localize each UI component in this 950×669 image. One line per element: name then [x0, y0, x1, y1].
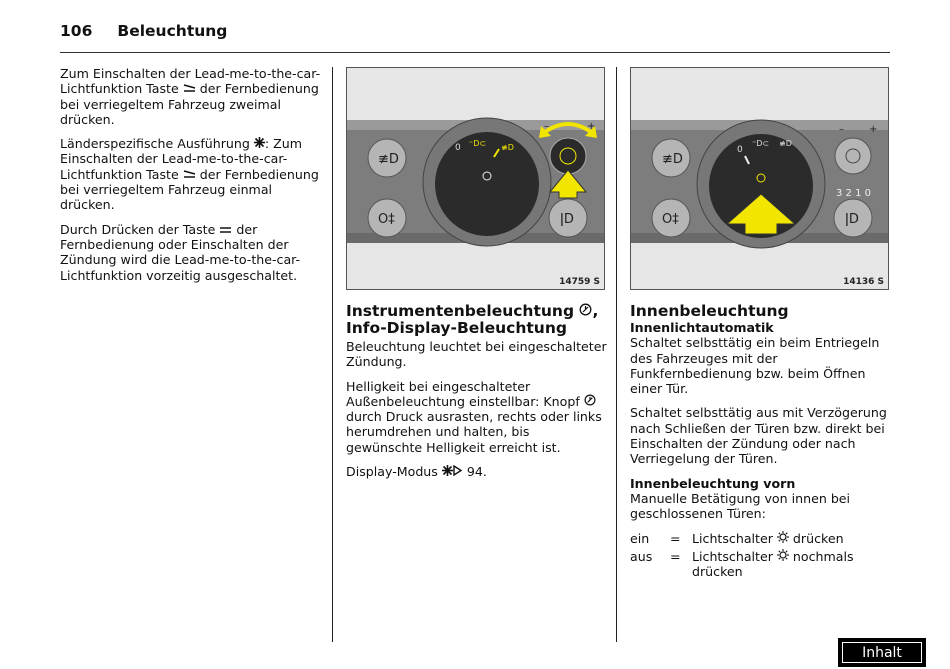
svg-text:≢D: ≢D [378, 152, 399, 167]
left-column [60, 66, 322, 292]
svg-text:≢D: ≢D [662, 152, 683, 167]
subheading: Innenbeleuchtung vorn [630, 475, 796, 491]
svg-text:≢D: ≢D [501, 143, 514, 152]
svg-text:–: – [544, 121, 549, 132]
snowflake-icon [442, 464, 453, 479]
svg-text:ǀD: ǀD [560, 212, 574, 227]
right-column [630, 303, 892, 579]
middle-column [346, 303, 608, 488]
svg-text:–: – [839, 124, 844, 135]
list-item: aus = Lichtschalter nochmals drücken [630, 548, 854, 580]
list-item: ein = Lichtschalter drücken [630, 530, 844, 546]
header-rule [60, 52, 890, 53]
svg-text:3 2 1 0: 3 2 1 0 [836, 188, 871, 199]
snowflake-icon [254, 136, 265, 151]
dashboard-illustration [347, 68, 604, 289]
dashboard-illustration [631, 68, 888, 289]
arrow-ref-icon [453, 464, 463, 479]
figure-interior-light-switch [630, 67, 889, 290]
contents-button[interactable] [838, 638, 926, 667]
paragraph: Schaltet selbsttätig aus mit Verzögerung nach Schließen der Türen bzw. direkt bei Einschalten der Zündung oder nach Verriegelung der Türen. [630, 405, 887, 467]
svg-text:⁼D⊂: ⁼D⊂ [752, 139, 770, 148]
svg-text:+: + [587, 121, 596, 132]
dimmer-icon [584, 394, 596, 409]
page-header [60, 22, 227, 40]
paragraph: Display-Modus 94. [346, 464, 487, 480]
paragraph: Beleuchtung leuchtet bei eingeschalteter Zündung. [346, 339, 607, 370]
figure-code: 14136 S [843, 277, 884, 287]
paragraph: Durch Drücken der Taste der Fernbedienung oder Einschalten der Zündung wird die Lead-me-to-the-car-Lichtfunktion vorzeitig ausgeschaltet. [60, 221, 301, 283]
lock-key-icon [183, 167, 196, 182]
column-divider-2 [616, 67, 617, 642]
figure-instrument-light-switch [346, 67, 605, 290]
svg-text:⁼D⊂: ⁼D⊂ [469, 139, 487, 148]
column-divider-1 [332, 67, 333, 642]
svg-text:0: 0 [455, 143, 461, 153]
paragraph: Manuelle Betätigung von innen bei geschlossenen Türen: [630, 490, 851, 522]
page-title: Beleuchtung [117, 22, 228, 40]
paragraph: Zum Einschalten der Lead-me-to-the-car-Lichtfunktion Taste der Fernbedienung bei verriegeltem Fahrzeug zweimal drücken. [60, 66, 321, 127]
figure-code: 14759 S [559, 277, 600, 287]
svg-text:+: + [869, 124, 878, 135]
paragraph: Länderspezifische Ausführung : Zum Einschalten der Lead-me-to-the-car-Lichtfunktion Taste der Fernbedienung bei verriegeltem Fahrzeug einmal drücken. [60, 136, 319, 213]
sun-icon [777, 549, 789, 564]
subheading: Innenlichtautomatik [630, 320, 774, 335]
paragraph: Helligkeit bei eingeschalteter Außenbeleuchtung einstellbar: Knopf durch Druck ausrasten, rechts oder links herumdrehen und halten, bis gewünschte Helligkeit erreicht ist. [346, 378, 602, 455]
unlock-key-icon [219, 222, 232, 237]
svg-text:≢D: ≢D [779, 139, 792, 148]
dimmer-icon [579, 303, 592, 320]
section-heading: Innenbeleuchtung [630, 302, 789, 320]
contents-button-label: Inhalt [842, 642, 922, 663]
sun-icon [777, 531, 789, 546]
svg-text:0: 0 [737, 145, 743, 155]
paragraph: Schaltet selbsttätig ein beim Entriegeln des Fahrzeuges mit der Funkfernbedienung bzw. beim Öffnen einer Tür. [630, 335, 880, 397]
page-number: 106 [60, 22, 93, 40]
svg-text:ǀD: ǀD [845, 212, 859, 227]
svg-text:O‡: O‡ [662, 212, 679, 227]
lock-key-icon [183, 81, 196, 96]
section-heading: Instrumentenbeleuchtung , Info-Display-Beleuchtung [346, 302, 599, 337]
svg-text:O‡: O‡ [378, 212, 395, 227]
